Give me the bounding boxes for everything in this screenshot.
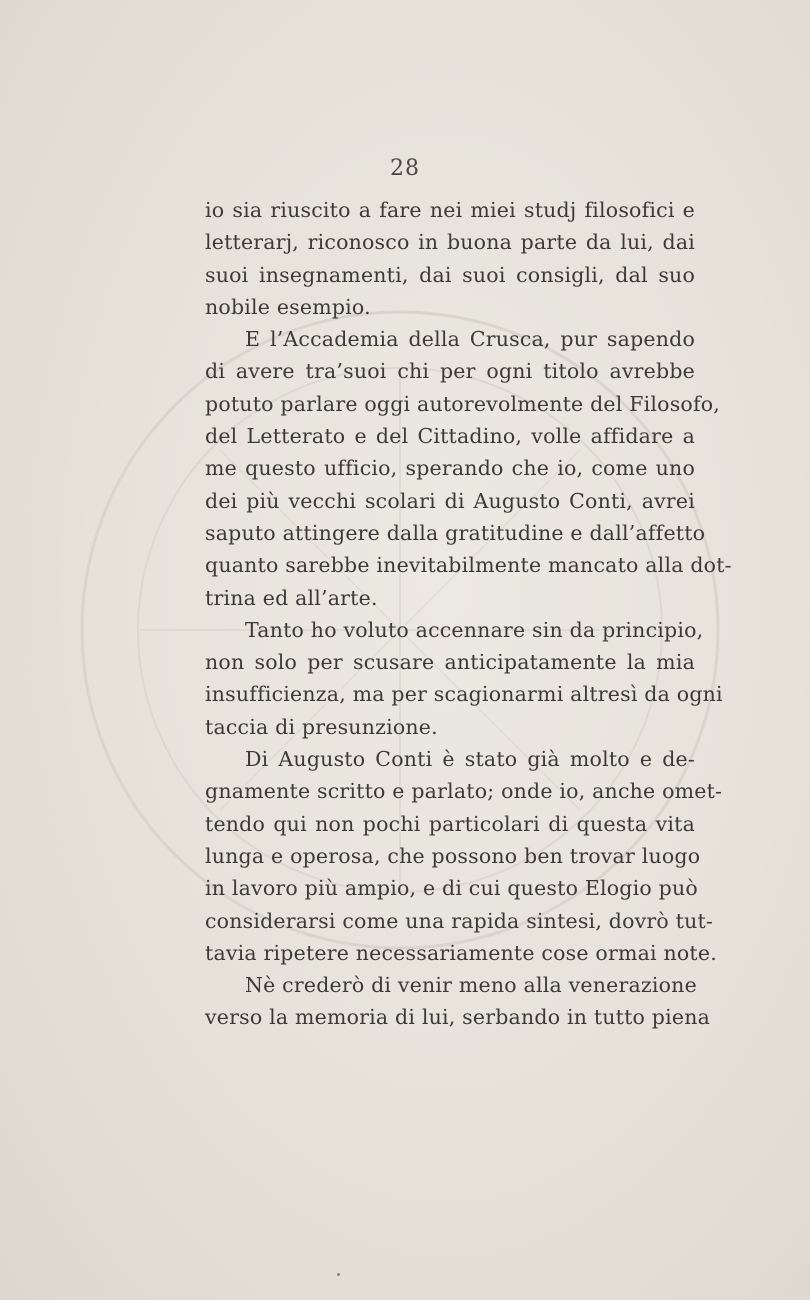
text-line: potuto parlare oggi autorevolmente del Filosofo, [205,391,721,416]
text-line: suoi insegnamenti, dai suoi consigli, dal suo [205,262,695,287]
text-line: lunga e operosa, che possono ben trovar luogo [205,843,701,868]
text-line: tavia ripetere necessariamente cose ormai note. [205,940,717,965]
text-line: E l’Accademia della Crusca, pur sapendo [245,327,695,352]
text-line: del Letterato e del Cittadino, volle affidare a [205,424,695,449]
text-line: quanto sarebbe inevitabilmente mancato alla dot- [205,553,732,578]
text-line: Nè crederò di venir meno alla venerazione [245,973,697,998]
text-line: dei più vecchi scolari di Augusto Conti, avrei [205,488,695,513]
text-line: non solo per scusare anticipatamente la mia [205,650,695,675]
text-line: trina ed all’arte. [205,585,378,610]
text-line: me questo ufficio, sperando che io, come uno [205,456,695,481]
text-line: Tanto ho voluto accennare sin da principio, [245,617,704,642]
text-line: io sia riuscito a fare nei miei studj filosofici e [205,198,695,222]
text-line: verso la memoria di lui, serbando in tutto piena [205,1005,711,1030]
text-line: di avere tra’suoi chi per ogni titolo avrebbe [205,359,695,384]
text-line: Di Augusto Conti è stato già molto e de- [245,747,695,772]
page-number: 28 [390,156,420,181]
text-line: considerarsi come una rapida sintesi, dovrò tut- [205,908,714,933]
text-line: taccia di presunzione. [205,714,438,739]
text-line: insufficienza, ma per scagionarmi altresì da ogni [205,682,723,707]
text-line: in lavoro più ampio, e di cui questo Elogio può [205,876,698,901]
text-line: letterarj, riconosco in buona parte da lui, dai [205,230,695,255]
body-text [205,194,732,1034]
text-line: saputo attingere dalla gratitudine e dall’affetto [205,520,706,545]
speck [337,1273,340,1276]
text-line: nobile esempio. [205,294,371,319]
text-line: tendo qui non pochi particolari di questa vita [205,811,695,836]
text-line: gnamente scritto e parlato; onde io, anche omet- [205,779,723,804]
